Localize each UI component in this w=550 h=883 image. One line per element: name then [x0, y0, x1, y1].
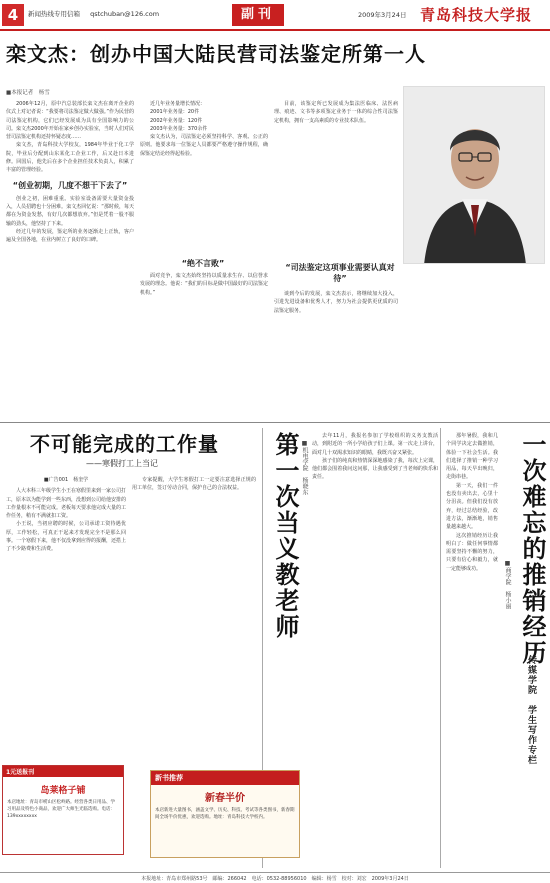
page-footer: 本报地址：青岛市郑州路53号 邮编：266042 电话：0532-88956010 编辑：杨雪 校对：刘宏 2009年3月24日	[0, 872, 550, 883]
stat-line: 2002年业务量：120件	[150, 117, 203, 124]
feature-paragraph: 谈到今后的发展，栾文杰表示，将继续加大投入，引进先进设备和优秀人才，努力为社会提供更优质的司法鉴定服务。	[274, 291, 398, 314]
advertisement-shop[interactable]	[2, 765, 124, 855]
feature-column-2b	[140, 272, 268, 418]
feature-paragraph: 创业之初，困难重重。实验室设备需要大量资金投入，人员招聘也十分困难。栾文杰回忆说：“那时候，每天都在为资金发愁，有好几次都想放弃。”但是凭着一股不服输的劲头，他坚持了下来。	[6, 195, 134, 227]
feature-headline: 栾文杰：创办中国大陆民营司法鉴定所第一人	[6, 42, 426, 66]
feature-column-1	[6, 100, 134, 418]
ad-header: 新书推荐	[151, 771, 299, 785]
feature-byline: ■本报记者 杨雪	[6, 90, 50, 96]
feature-subhead: “创业初期，几度不想干下去了”	[12, 180, 128, 190]
feature-paragraph: 面对竞争，栾文杰始终坚持以质量求生存、以信誉求发展的理念。他说：“我们的目标是做中国最好的司法鉴定机构。”	[140, 273, 268, 296]
stat-line: 2001年业务量：20件	[150, 109, 200, 116]
page-number: 4	[2, 4, 24, 26]
story2-paragraph: 人大本科三年级学生小王在寒假里来到一家公司打工，原本以为能学到一些东西，没想到公司给他安排的工作量根本不可能完成。老板每天要求他完成大量的工作任务，稍有不满就扣工资。	[6, 488, 126, 520]
story4-body	[446, 432, 498, 862]
story4-paragraph: 第一天，我们一件也没有卖出去，心里十分沮丧。但我们没有放弃，经过总结经验，改进方法，渐渐地，销售量越来越大。	[446, 482, 498, 531]
section-title: 副刊	[232, 4, 284, 26]
stats-intro: 近几年业务量增长情况：	[150, 101, 206, 107]
hotline-label: 新闻热线专用信箱	[28, 10, 80, 18]
ad-body: 本店地址：青岛市崂山区松岭路。经营各类日用品、学习用品及特色小商品，欢迎广大师生光临选购。电话：139xxxxxxxx	[7, 800, 115, 819]
story4-paragraph: 这次推销经历让我明白了：做任何事情都需要坚持不懈的努力，只要有信心和毅力，就一定能够成功。	[446, 532, 498, 572]
story2-subtitle: ——寒假打工上当记	[86, 459, 158, 468]
story2-column-2	[132, 476, 256, 761]
feature-paragraph: 栾文杰认为，司法鉴定必须坚持科学、客观、公正的原则。他要求每一位鉴定人员都要严格遵守操作规程，确保鉴定结论经得起检验。	[140, 134, 268, 157]
feature-subhead-2: “绝不言败”	[181, 259, 225, 268]
story2-author: ■广告001 杨奎学	[43, 477, 89, 483]
ad-title: 新春半价	[205, 793, 245, 804]
story2-paragraph: 小王说，当初应聘的时候，公司承诺工资待遇优厚，工作轻松，可真正干起来才发现完全不是那么回事。一个寒假下来，他不仅没拿到应得的报酬，还搭上了不少路费和生活费。	[6, 521, 126, 553]
feature-paragraph: 经过几年的发展，鉴定所的业务逐渐走上正轨，客户遍及全国各地，在业内树立了良好的口碑。	[6, 228, 134, 244]
story3-headline: 第一次当义教老师	[271, 432, 299, 640]
story3-body	[312, 432, 438, 862]
feature-paragraph: 2006年12月，原中汽总装部长栾文杰在离开企业的仪式上对记者说：“我要将司法鉴定做大做强。”作为民营的司法鉴定机构，它们已经发展成为具有全国影响力的公司。栾文杰2000年开始在家乡创办实验室，当时人们对民营司法鉴定机构还持怀疑态度……	[6, 101, 134, 141]
stat-line: 2003年业务量：370余件	[150, 125, 208, 132]
story2-column-1	[6, 476, 126, 761]
masthead-info	[28, 9, 167, 18]
feature-column-4	[274, 290, 398, 418]
column-divider	[440, 428, 441, 868]
story2-headline: 不可能完成的工作量	[30, 432, 219, 456]
ad-header: 1元送报刊	[3, 766, 123, 777]
portrait-illustration	[404, 87, 545, 264]
story4-headline: 一次难忘的推销经历	[518, 432, 546, 666]
issue-date: 2009年3月24日	[358, 11, 407, 19]
ad-shop-name: 岛莱格子铺	[40, 786, 86, 796]
portrait-photo	[403, 86, 545, 264]
feature-paragraph: 栾文杰，青岛科技大学校友，1984年毕业于化工学院，毕业后分配到山东某化工企业工作，后又赴日本进修。回国后，他先后在多个企业担任技术负责人，积累了丰富的管理经验。	[6, 142, 134, 174]
story3-paragraph: 孩子们的纯真和热情深深地感染了我，每次上完课，他们都会围着我问这问那，让我感受到了当老师的快乐和责任。	[312, 457, 438, 481]
feature-column-2	[140, 100, 268, 252]
newspaper-brand: 青岛科技大学报	[420, 6, 533, 24]
story4-paragraph: 那年暑假，我和几个同学决定去做推销，体验一下社会生活。我们选择了推销一种学习用品，每天早出晚归，走街串巷。	[446, 433, 498, 481]
masthead-rule	[0, 29, 550, 31]
story4-author: ■商学院 杨小丽	[504, 560, 511, 609]
story2-paragraph: 专家提醒，大学生寒假打工一定要注意选择正规的用工单位，签订劳动合同，保护自己的合法权益。	[132, 477, 256, 492]
section-divider	[0, 422, 550, 423]
masthead	[0, 0, 550, 30]
advertisement-books[interactable]	[150, 770, 300, 858]
feature-paragraph: 目前，该鉴定所已发展成为集法医临床、法医病理、痕迹、文书等多项鉴定业务于一体的综合性司法鉴定机构，拥有一支高素质的专业技术队伍。	[274, 101, 398, 124]
story3-paragraph: 去年11月，我报名参加了学校组织的义务支教活动，到附近的一所小学给孩子们上课。第一次走上讲台，面对几十双渴求知识的眼睛，我既兴奋又紧张。	[312, 433, 438, 456]
email-link[interactable]: qstchuban@126.com	[90, 10, 160, 18]
column-label: 传媒学院 学生写作专栏	[526, 655, 536, 765]
feature-column-3	[274, 100, 398, 255]
story3-author: ■机电学院 杨晓东	[301, 440, 308, 495]
pull-quote: “司法鉴定这项事业需要认真对待”	[285, 263, 395, 283]
ad-body: 本店新进大量图书，涵盖文学、历史、科技、考试等各类图书，新春期间全场半价优惠，欢迎选购。地址：青岛科技大学校内。	[155, 808, 295, 820]
